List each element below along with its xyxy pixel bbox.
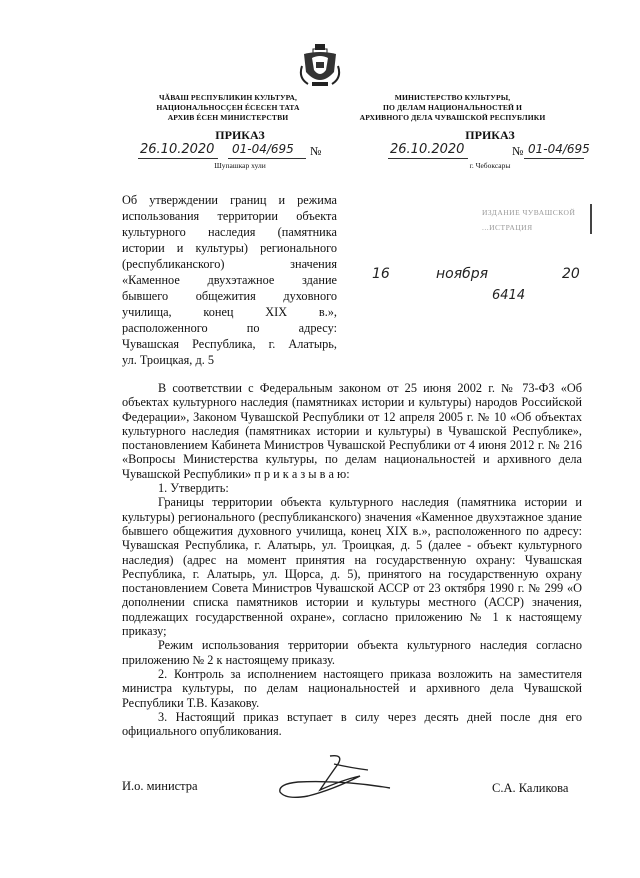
control-paragraph: 2. Контроль за исполнением настоящего приказа возложить на заместителя министра культуры, по делам национальностей и архивного дела Чувашской Республики Т.В. Казакову. <box>122 666 582 710</box>
subject-line: Чувашская Республика, г. Алатырь, <box>122 337 337 351</box>
subject-line: бывшего общежития духовного <box>122 289 337 303</box>
city-left: Шупашкар хули <box>214 161 266 170</box>
header-right <box>345 93 560 123</box>
signatory-position: И.о. министра <box>122 779 198 793</box>
registration-number: 6414 <box>492 288 526 303</box>
order-subject <box>122 192 337 368</box>
order-title-left: ПРИКАЗ <box>215 128 265 142</box>
order-date-right-line <box>388 158 468 159</box>
boundaries-paragraph: Границы территории объекта культурного наследия (памятника истории и культуры) регионального (республиканского) значения «Каменное двухэтажное здание бывшего общежития духовного училища, конец XIX в.», расположенного по адресу: Чувашская Республика, г. Алатырь, ул. Троицкая, д. 5 (далее - объект культурного наследия) (адрес на момент принятия на государственную охрану: Чувашская Республика, г. Алатырь, ул. Щорса, д. 5), принятого на государственную охрану постановлением Совета Министров Чувашской АССР от 23 октября 1990 г. № 299 «О дополнении списка памятников истории и культуры местного (АССР) значения, подлежащих государственной охране», согласно приложению № 1 к настоящему приказу; <box>122 495 582 639</box>
registration-month: ноября <box>436 266 489 282</box>
effective-paragraph: 3. Настоящий приказ вступает в силу через десять дней после дня его официального опубликования. <box>122 709 582 739</box>
signatory-name: С.А. Каликова <box>492 781 569 795</box>
registration-day: 16 <box>372 266 390 282</box>
registration-stamp <box>482 208 590 232</box>
header-left <box>128 93 328 123</box>
subject-line: культурного наследия (памятника <box>122 225 337 239</box>
order-number-right: 01-04/695 <box>528 142 590 156</box>
header-right-line: ПО ДЕЛАМ НАЦИОНАЛЬНОСТЕЙ И <box>382 103 523 112</box>
order-title-right: ПРИКАЗ <box>465 128 515 142</box>
order-number-left-line <box>228 158 306 159</box>
subject-line: (республиканского) значения <box>122 257 337 271</box>
stamp-bar <box>590 204 592 234</box>
item-1-heading: 1. Утвердить: <box>158 481 229 496</box>
subject-line: Об утверждении границ и режима <box>122 193 337 207</box>
stamp-line: ИЗДАНИЕ ЧУВАШСКОЙ <box>482 208 576 217</box>
number-sign-right: № <box>512 144 524 158</box>
header-left-line: АРХИВ ÉСЕН МИНИСТЕРСТВИ <box>167 113 289 122</box>
regime-paragraph: Режим использования территории объекта культурного наследия согласно приложению № 2 к настоящему приказу. <box>122 638 582 667</box>
header-right-line: АРХИВНОГО ДЕЛА ЧУВАШСКОЙ РЕСПУБЛИКИ <box>359 113 546 122</box>
subject-line: «Каменное двухэтажное здание <box>122 273 337 287</box>
subject-line: расположенного по адресу: <box>122 321 337 335</box>
order-number-right-line <box>524 158 584 159</box>
signature-scribble <box>272 750 412 810</box>
city-right: г. Чебоксары <box>469 161 511 170</box>
subject-line: ул. Троицкая, д. 5 <box>122 353 214 367</box>
stamp-line: ...ИСТРАЦИЯ <box>482 223 533 232</box>
order-date-right: 26.10.2020 <box>390 142 465 157</box>
order-number-left: 01-04/695 <box>232 142 294 156</box>
subject-line: использования территории объекта <box>122 209 337 223</box>
subject-line: истории и культуры) регионального <box>122 241 337 255</box>
subject-line: училища, конец XIX в.», <box>122 305 337 319</box>
header-left-line: ЧĂВАШ РЕСПУБЛИКИН КУЛЬТУРА, <box>158 93 298 102</box>
registration-year: 20 <box>562 266 580 282</box>
number-sign-left: № <box>310 144 322 158</box>
coat-of-arms-icon <box>298 42 342 90</box>
order-body <box>122 381 582 738</box>
order-date-left: 26.10.2020 <box>140 142 215 157</box>
header-left-line: НАЦИОНАЛЬНОСÇЕН ÉСЕСЕН ТАТА <box>156 103 300 112</box>
header-right-line: МИНИСТЕРСТВО КУЛЬТУРЫ, <box>394 93 511 102</box>
order-date-left-line <box>138 158 218 159</box>
preamble-paragraph: В соответствии с Федеральным законом от 25 июня 2002 г. № 73-ФЗ «Об объектах культурного наследия (памятниках истории и культуры) народов Российской Федерации», Законом Чувашской Республики от 12 апреля 2005 г. № 10 «Об объектах культурного наследия (памятниках истории и культуры) в Чувашской Республике», постановлением Кабинета Министров Чувашской Республики от 4 июня 2012 г. № 216 «Вопросы Министерства культуры, по делам национальностей и архивного дела Чувашской Республики» п р и к а з ы в а ю: <box>122 381 582 481</box>
